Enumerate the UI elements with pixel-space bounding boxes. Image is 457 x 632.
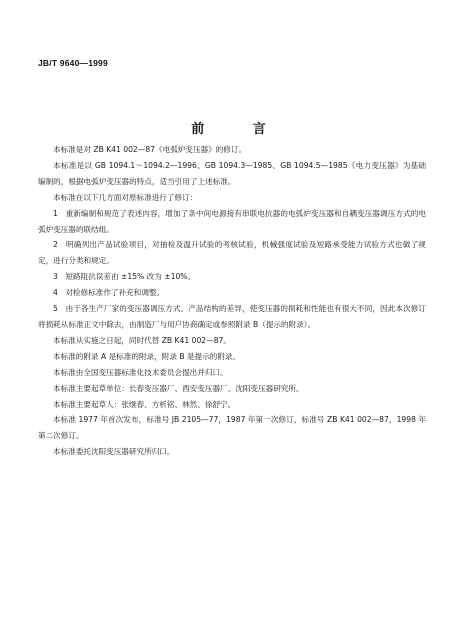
standard-number: JB/T 9640—1999 [38, 58, 108, 68]
paragraph: 本标准主要起草人：张继春、方析铭、林然、徐舒宁。 [53, 399, 236, 409]
paragraph: 本标准在以下几方面对原标准进行了修订： [53, 192, 198, 202]
list-item: 2 明确列出产品试验项目，对抽检及温升试验的考核试验，机械强度试验及短路承受能力试验方式也做了规定，进行分类和规定。 [38, 240, 426, 266]
paragraph: 本标准是对 ZB K41 002—87《电弧炉变压器》的修订。 [53, 145, 247, 154]
list-item: 1 重新编制和规范了表述内容，增加了条中间电源接有串联电抗器的电弧炉变压器和自耦变压器调压方式的电弧炉变压器的联结组。 [38, 208, 426, 234]
paragraph: 本标准是以 GB 1094.1～1094.2—1996、GB 1094.3—1985、GB 1094.5—1985《电力变压器》为基础编制的，根据电弧炉变压器的特点，适当引用了上述标准。 [38, 160, 426, 186]
list-item: 3 短路阻抗误差由 ±15% 改为 ±10%。 [53, 272, 196, 282]
page-title: 前 言 [191, 122, 288, 137]
list-item: 4 对检修标准作了补充和调整。 [53, 288, 165, 298]
paragraph: 本标准 1977 年首次发布，标准号 JB 2105—77，1987 年第一次修订，标准号 ZB K41 002—87，1998 年第二次修订。 [38, 415, 426, 441]
document-body [38, 142, 426, 460]
paragraph: 本标准的附录 A 是标准的附录，附录 B 是提示的附录。 [53, 351, 241, 361]
paragraph: 本标准主要起草单位：长春变压器厂、西安变压器厂、沈阳变压器研究所。 [53, 383, 304, 393]
list-item: 5 由于各生产厂家的变压器调压方式、产品结构的差异，使变压器的损耗和性能也有很大不同，因此本次修订将损耗从标准正文中除去，由制造厂与用户协商确定或参照附录 B（提示的附录）。 [38, 304, 426, 329]
paragraph: 本标准由全国变压器标准化技术委员会提出并归口。 [53, 367, 228, 377]
paragraph: 本标准委托沈阳变压器研究所归口。 [53, 447, 175, 457]
paragraph: 本标准从实施之日起，同时代替 ZB K41 002—87。 [53, 335, 231, 345]
